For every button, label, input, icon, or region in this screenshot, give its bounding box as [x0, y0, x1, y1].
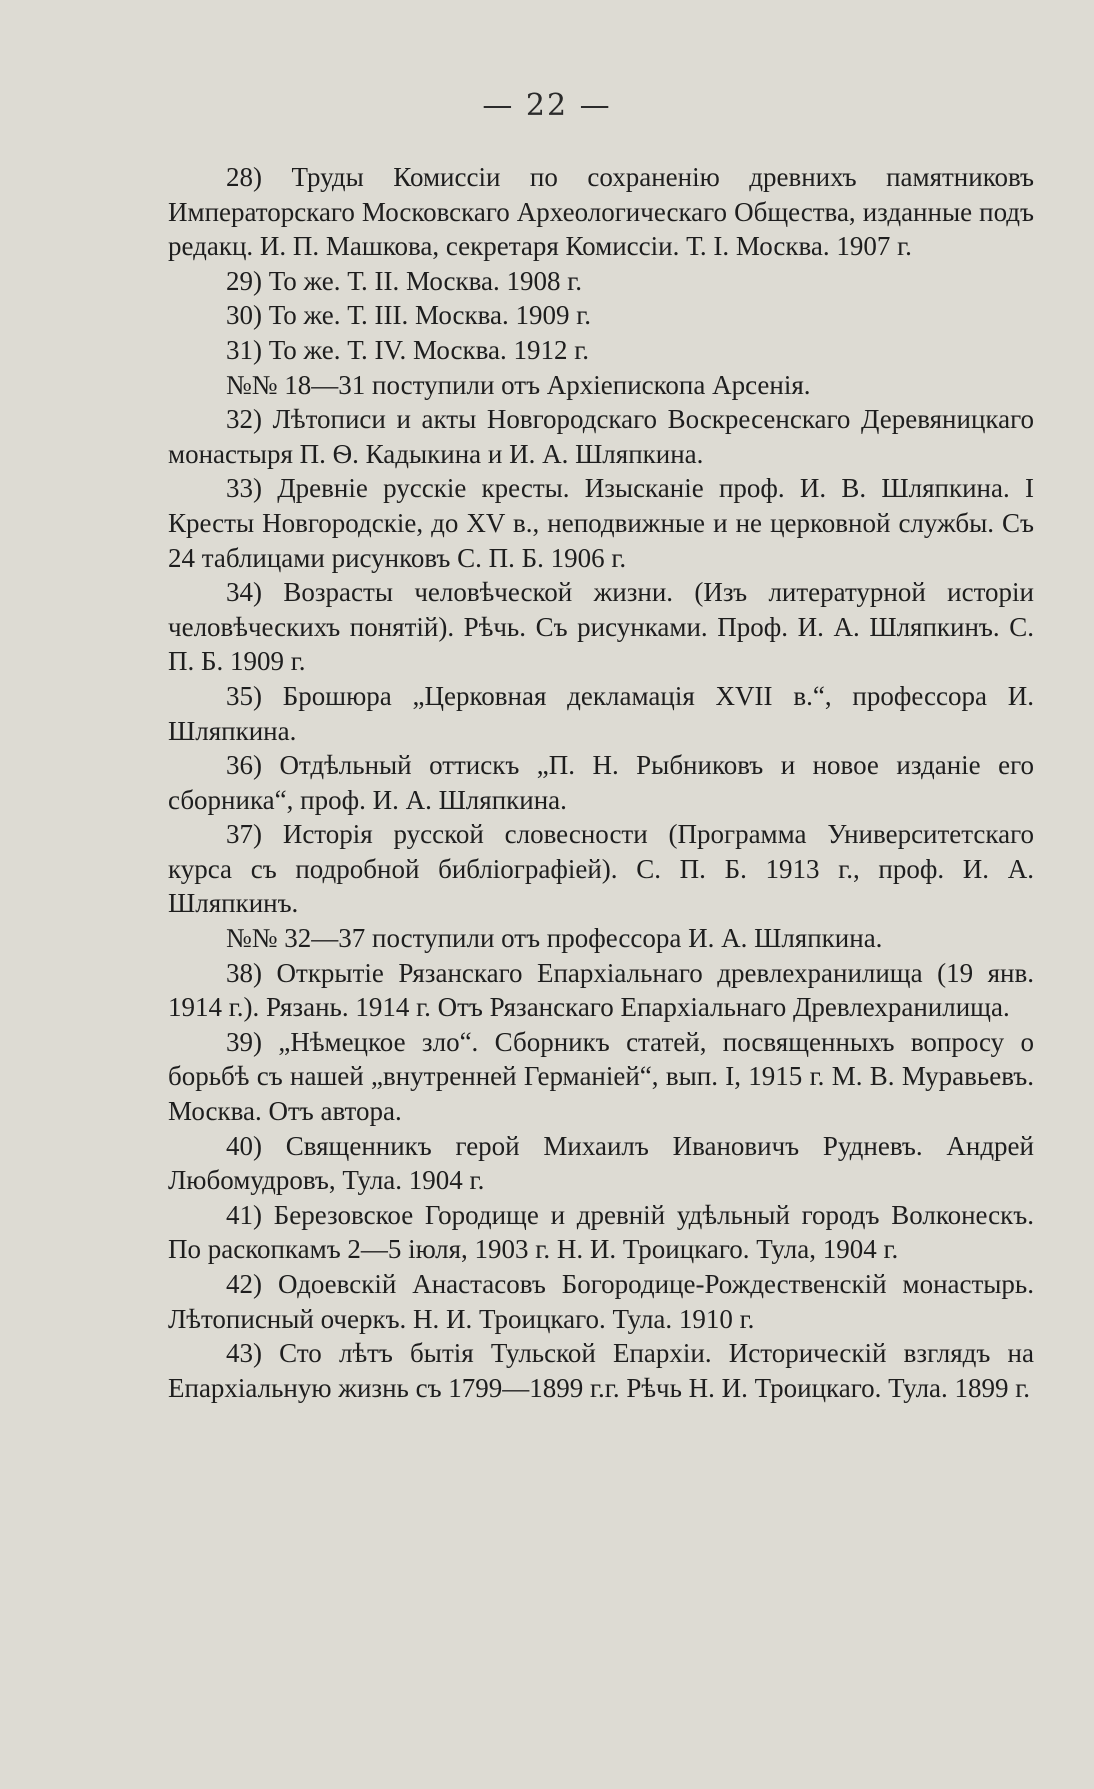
catalog-entry-29: 29) То же. Т. II. Москва. 1908 г. [226, 265, 583, 296]
catalog-entry-39: 39) „Нѣмецкое зло“. Сборникъ статей, посвященныхъ вопросу о борьбѣ съ нашей „внутренней Германіей“, вып. I, 1915 г. М. В. Муравьевъ. Москва. Отъ автора. [168, 1026, 1034, 1127]
catalog-entry-40: 40) Священникъ герой Михаилъ Ивановичъ Рудневъ. Андрей Любомудровъ, Тула. 1904 г. [168, 1130, 1034, 1196]
provenance-note-32-37: №№ 32—37 поступили отъ профессора И. А. Шляпкина. [226, 923, 883, 954]
catalog-entry-33: 33) Древніе русскіе кресты. Изысканіе проф. И. В. Шляпкина. I Кресты Новгородскіе, до XV в., неподвижные и не церковной службы. Съ 24 таблицами рисунковъ С. П. Б. 1906 г. [168, 473, 1034, 573]
catalog-entry-28: 28) Труды Комиссіи по сохраненію древнихъ памятниковъ Императорскаго Московскаго Археологическаго Общества, изданные подъ редакц. И. П. Машкова, секретаря Комиссіи. Т. I. Москва. 1907 г. [168, 162, 1034, 262]
catalog-entry-31: 31) То же. Т. IV. Москва. 1912 г. [226, 334, 590, 365]
catalog-entry-36: 36) Отдѣльный оттискъ „П. Н. Рыбниковъ и новое изданіе его сборника“, проф. И. А. Шляпкина. [168, 750, 1034, 815]
catalog-entry-38: 38) Открытіе Рязанскаго Епархіальнаго древлехранилища (19 янв. 1914 г.). Рязань. 1914 г. Отъ Рязанскаго Епархіальнаго Древлехранилища. [168, 957, 1034, 1023]
provenance-note-18-31: №№ 18—31 поступили отъ Архіепископа Арсенія. [226, 369, 811, 400]
catalog-entry-34: 34) Возрасты человѣческой жизни. (Изъ литературной исторіи человѣческихъ понятій). Рѣчь. Съ рисунками. Проф. И. А. Шляпкинъ. С. П. Б. 1909 г. [168, 577, 1034, 677]
catalog-entry-30: 30) То же. Т. III. Москва. 1909 г. [226, 300, 592, 331]
catalog-entries [168, 160, 1034, 1405]
catalog-entry-43: 43) Сто лѣтъ бытія Тульской Епархіи. Историческій взглядъ на Епархіальную жизнь съ 1799—1899 г.г. Рѣчь Н. И. Троицкаго. Тула. 1899 г. [168, 1338, 1034, 1403]
page-number: — 22 — [482, 88, 612, 123]
catalog-entry-35: 35) Брошюра „Церковная декламація XVII в.“, профессора И. Шляпкина. [168, 680, 1034, 746]
catalog-entry-37: 37) Исторія русской словесности (Программа Университетскаго курса съ подробной библіографіей). С. П. Б. 1913 г., проф. И. А. Шляпкинъ. [168, 819, 1034, 919]
catalog-entry-42: 42) Одоевскій Анастасовъ Богородице-Рождественскій монастырь. Лѣтописный очеркъ. Н. И. Троицкаго. Тула. 1910 г. [168, 1269, 1034, 1334]
catalog-entry-32: 32) Лѣтописи и акты Новгородскаго Воскресенскаго Деревяницкаго монастыря П. Ѳ. Кадыкина и И. А. Шляпкина. [168, 404, 1034, 469]
catalog-entry-41: 41) Березовское Городище и древній удѣльный городъ Волконескъ. По раскопкамъ 2—5 іюля, 1903 г. Н. И. Троицкаго. Тула, 1904 г. [168, 1199, 1034, 1265]
